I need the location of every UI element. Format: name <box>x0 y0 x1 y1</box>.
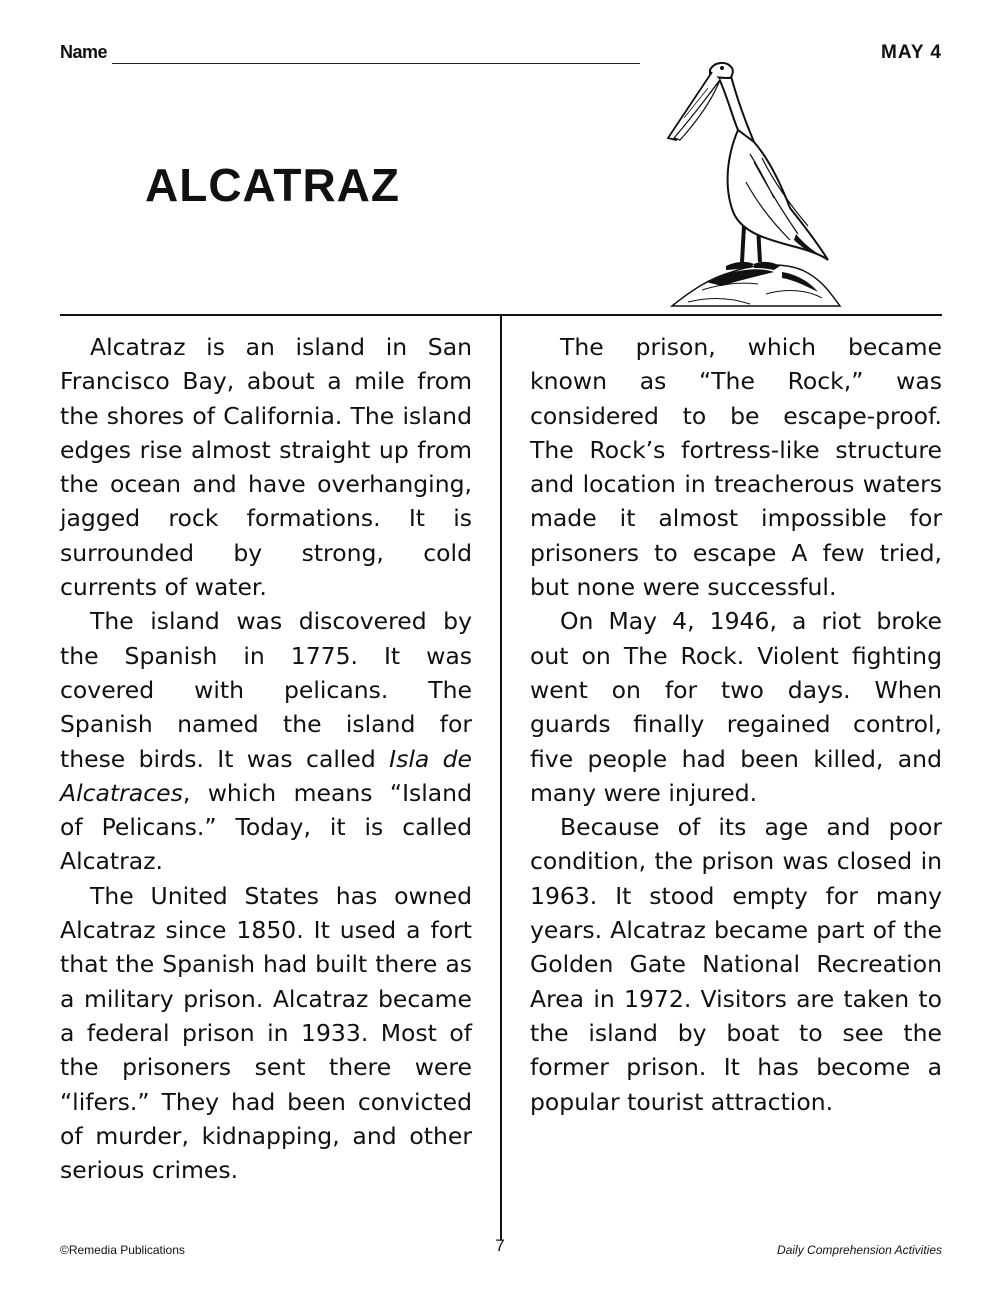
publisher-credit: ©Remedia Publications <box>60 1243 185 1257</box>
right-column <box>530 330 942 1119</box>
paragraph: The prison, which became known as “The Rock,” was considered to be escape-proof. The Rock’s fortress-like structure and location in treacherous waters made it almost impossible for prisoners to escape A few tried, but none were successful. <box>530 333 942 602</box>
name-write-line <box>112 63 640 64</box>
paragraph: The United States has owned Alcatraz since 1850. It used a fort that the Spanish had built there as a military prison. Alcatraz became a federal prison in 1933. Most of the prisoners sent there were “lifers.” They had been convicted of murder, kidnapping, and other serious crimes. <box>60 881 472 1185</box>
italic-term: Isla de Alcatraces <box>60 744 472 807</box>
series-title: Daily Comprehension Activities <box>777 1243 942 1257</box>
paragraph: Alcatraz is an island in San Francisco Bay, about a mile from the shores of California. The island edges rise almost straight up from the ocean and have overhanging, jagged rock formations. It is surrounded by strong, cold currents of water. <box>60 333 472 602</box>
column-divider <box>500 314 502 1240</box>
left-column <box>60 330 472 1187</box>
page-title: ALCATRAZ <box>145 159 400 211</box>
pelican-icon <box>662 58 844 310</box>
paragraph-text: , which means “Island of Pelicans.” Today, it is called Alcatraz. <box>60 778 472 876</box>
paragraph: On May 4, 1946, a riot broke out on The Rock. Violent fighting went on for two days. When guards finally regained control, five people had been killed, and many were injured. <box>530 607 942 807</box>
paragraph <box>60 604 472 878</box>
name-label: Name <box>60 42 108 62</box>
paragraph: Because of its age and poor condition, the prison was closed in 1963. It stood empty for many years. Alcatraz became part of the Golden Gate National Recreation Area in 1972. Visitors are taken to the island by boat to see the former prison. It has become a popular tourist attraction. <box>530 813 942 1116</box>
page-number: 7 <box>495 1236 505 1255</box>
date-label: MAY 4 <box>881 42 942 63</box>
paragraph-text: The island was discovered by the Spanish in 1775. It was covered with pelicans. The Spanish named the island for these birds. It was called <box>60 607 472 773</box>
